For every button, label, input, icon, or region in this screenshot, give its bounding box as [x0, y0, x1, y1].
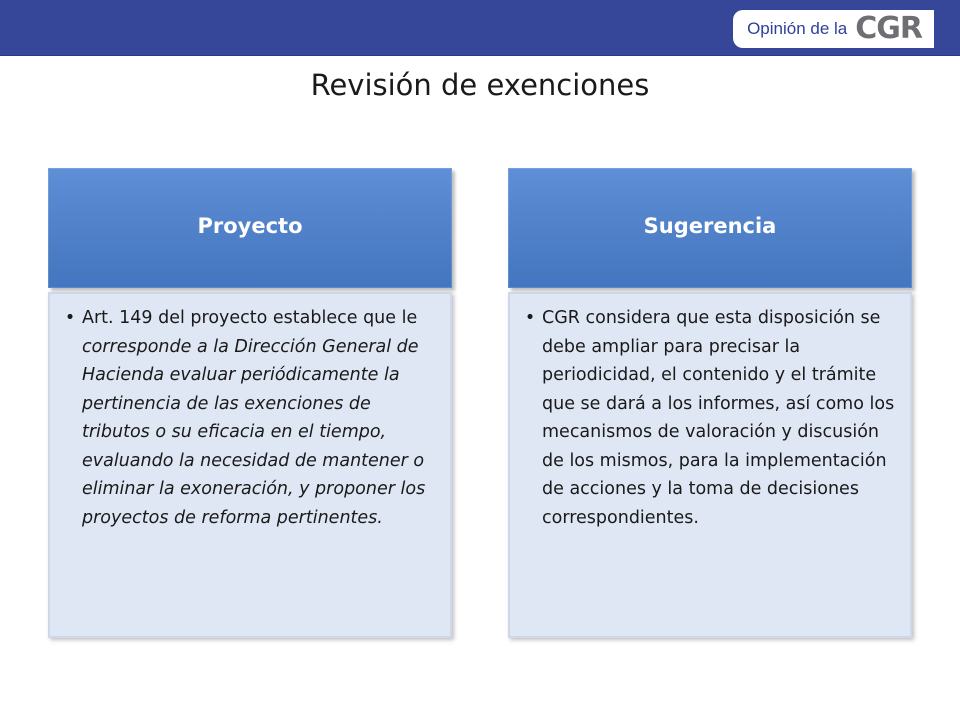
proyecto-bullet-text: [82, 304, 436, 532]
sugerencia-header: [508, 168, 912, 288]
sugerencia-body: [508, 292, 912, 638]
bullet-icon: •: [524, 308, 536, 328]
brand-badge: [733, 10, 934, 48]
brand-prefix: Opinión de la: [747, 19, 848, 38]
cgr-logo: CGR: [855, 11, 922, 46]
proyecto-body: [48, 292, 452, 638]
sugerencia-bullet-text: CGR considera que esta disposición se debe ampliar para precisar la periodicidad, el contenido y el trámite que se dará a los informes, así como los mecanismos de valoración y discusión de los mismos, para la implementación de acciones y la toma de decisiones correspondientes.: [542, 308, 895, 528]
sugerencia-header-label: Sugerencia: [643, 213, 777, 238]
proyecto-header: [48, 168, 452, 288]
bullet-icon: •: [64, 308, 76, 328]
proyecto-text-normal: Art. 149 del proyecto establece que le: [82, 308, 418, 328]
header-bar: [0, 0, 960, 56]
proyecto-text-italic: corresponde a la Dirección General de Hacienda evaluar periódicamente la pertinencia de las exenciones de tributos o su eficacia en el tiempo, evaluando la necesidad de mantener o eliminar la exoneración, y proponer los proyectos de reforma pertinentes.: [82, 336, 426, 528]
proyecto-header-label: Proyecto: [197, 213, 303, 238]
proyecto-bullet: [58, 304, 436, 532]
sugerencia-bullet: [518, 304, 896, 532]
page-title: Revisión de exenciones: [310, 68, 650, 102]
